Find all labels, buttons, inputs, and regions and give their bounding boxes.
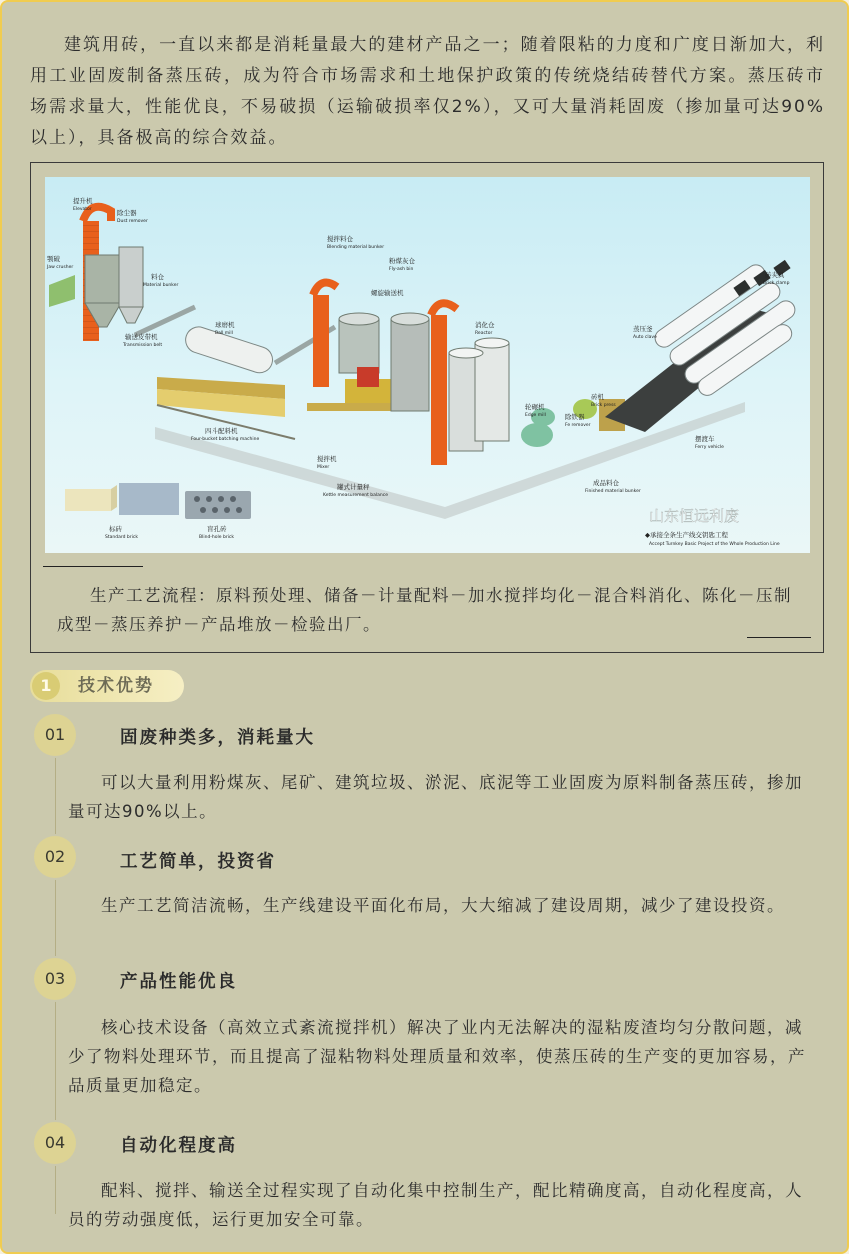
label-fe-remover: 除铁器 xyxy=(565,413,585,421)
label-material-bunker: 料仓 xyxy=(151,273,164,281)
item-number: 03 xyxy=(34,958,76,1000)
label-kettle-balance: 罐式计量秤 xyxy=(337,483,370,491)
label-elevator: 提升机 xyxy=(73,197,93,205)
label-turnkey-en: Accept Turnkey Basic Project of the Whole Production Line xyxy=(649,542,780,547)
item-title: 固废种类多，消耗量大 xyxy=(120,728,315,748)
item-title: 产品性能优良 xyxy=(120,972,237,992)
item-number: 02 xyxy=(34,836,76,878)
section-number: 1 xyxy=(32,672,60,700)
label-ferry-en: Ferry vehicle xyxy=(695,445,724,450)
label-reactor: 消化仓 xyxy=(475,321,495,329)
label-fe-remover-en: Fe remover xyxy=(565,423,591,428)
label-turnkey: ◆承接全条生产线交钥匙工程 xyxy=(645,531,728,539)
label-dust-remover: 除尘器 xyxy=(117,209,137,217)
label-ball-mill: 球磨机 xyxy=(215,321,235,329)
label-mixer: 搅拌机 xyxy=(317,455,337,463)
label-brick-press: 砖机 xyxy=(591,393,604,401)
label-transmission-belt-en: Transmission belt xyxy=(123,343,163,348)
label-ferry: 摆渡车 xyxy=(695,435,715,443)
label-screw-conveyor: 螺旋输送机 xyxy=(371,289,404,297)
label-brick-press-en: Brick press xyxy=(591,403,616,408)
item-number: 04 xyxy=(34,1122,76,1164)
label-transmission-belt: 输送皮带机 xyxy=(125,333,158,341)
item-description: 核心技术设备（高效立式紊流搅拌机）解决了业内无法解决的湿粘废渣均匀分散问题，减少了物料处理环节，而且提高了湿粘物料处理质量和效率，使蒸压砖的生产变的更加容易，产品质量更加稳定。 xyxy=(68,1018,806,1095)
process-description: 生产工艺流程：原料预处理、储备－计量配料－加水搅拌均化－混合料消化、陈化－压制成型－蒸压养护－产品堆放－检验出厂。 xyxy=(57,586,792,634)
label-standard-brick: 标砖 xyxy=(109,525,122,533)
label-brick-clamp: 砖夹具 xyxy=(765,271,785,279)
label-jaw-crusher: 颚破 xyxy=(47,255,60,263)
label-kettle-balance-en: Kettle measurement balance xyxy=(323,493,389,498)
label-blind-hole-brick-en: Blind-hole brick xyxy=(199,535,235,540)
intro-paragraph: 建筑用砖，一直以来都是消耗量最大的建材产品之一；随着限粘的力度和广度日渐加大，利用工业固废制备蒸压砖，成为符合市场需求和土地保护政策的传统烧结砖替代方案。蒸压砖市场需求量大，性能优良，不易破损（运输破损率仅2%），又可大量消耗固废（掺加量可达90%以上），具备极高的综合效益。 xyxy=(30,35,825,148)
item-description: 配料、搅拌、输送全过程实现了自动化集中控制生产，配比精确度高，自动化程度高，人员的劳动强度低，运行更加安全可靠。 xyxy=(68,1181,803,1229)
label-four-bucket: 四斗配料机 xyxy=(205,427,238,435)
label-fly-ash-bin: 粉煤灰仓 xyxy=(389,257,415,265)
item-number: 01 xyxy=(34,714,76,756)
label-mixer-en: Mixer xyxy=(317,465,330,470)
label-standard-brick-en: Standard brick xyxy=(105,535,138,540)
label-autoclave: 蒸压釜 xyxy=(633,325,653,333)
label-elevator-en: Elevator xyxy=(73,207,92,212)
caption-rule-left xyxy=(43,566,143,567)
section-header xyxy=(30,670,184,702)
figure-box xyxy=(30,162,824,653)
watermark-text: 山东恒远利废 xyxy=(649,507,740,525)
label-material-bunker-en: Material bunker xyxy=(143,283,179,288)
production-line-illustration xyxy=(45,177,810,553)
item-title: 工艺简单，投资省 xyxy=(120,852,276,872)
label-blending-bunker-en: Blending material bunker xyxy=(327,245,385,250)
label-dust-remover-en: Dust remover xyxy=(117,219,148,224)
label-brick-clamp-en: Brick clamp xyxy=(763,281,790,286)
item-description: 生产工艺简洁流畅，生产线建设平面化布局，大大缩减了建设周期，减少了建设投资。 xyxy=(101,896,785,915)
section-title: 技术优势 xyxy=(78,676,154,696)
item-title: 自动化程度高 xyxy=(120,1136,237,1156)
label-edge-mill: 轮碾机 xyxy=(525,403,545,411)
label-edge-mill-en: Edge mill xyxy=(525,413,546,418)
label-blending-bunker: 搅拌料仓 xyxy=(327,235,353,243)
label-finished-bunker-en: Finished material bunker xyxy=(585,489,641,494)
label-four-bucket-en: Four-bucket batching machine xyxy=(191,437,260,442)
caption-rule-right xyxy=(747,637,811,638)
label-ball-mill-en: Ball mill xyxy=(215,331,233,336)
label-blind-hole-brick: 盲孔砖 xyxy=(207,525,227,533)
label-finished-bunker: 成品料仓 xyxy=(593,479,619,487)
production-line-diagram xyxy=(45,177,810,553)
item-description: 可以大量利用粉煤灰、尾矿、建筑垃圾、淤泥、底泥等工业固废为原料制备蒸压砖，掺加量可达90%以上。 xyxy=(68,773,803,821)
label-fly-ash-bin-en: Fly-ash bin xyxy=(389,267,414,272)
label-jaw-crusher-en: Jaw crusher xyxy=(47,265,74,270)
label-autoclave-en: Auto clave xyxy=(633,335,657,340)
label-reactor-en: Reactor xyxy=(475,331,493,336)
watermark xyxy=(649,507,739,525)
